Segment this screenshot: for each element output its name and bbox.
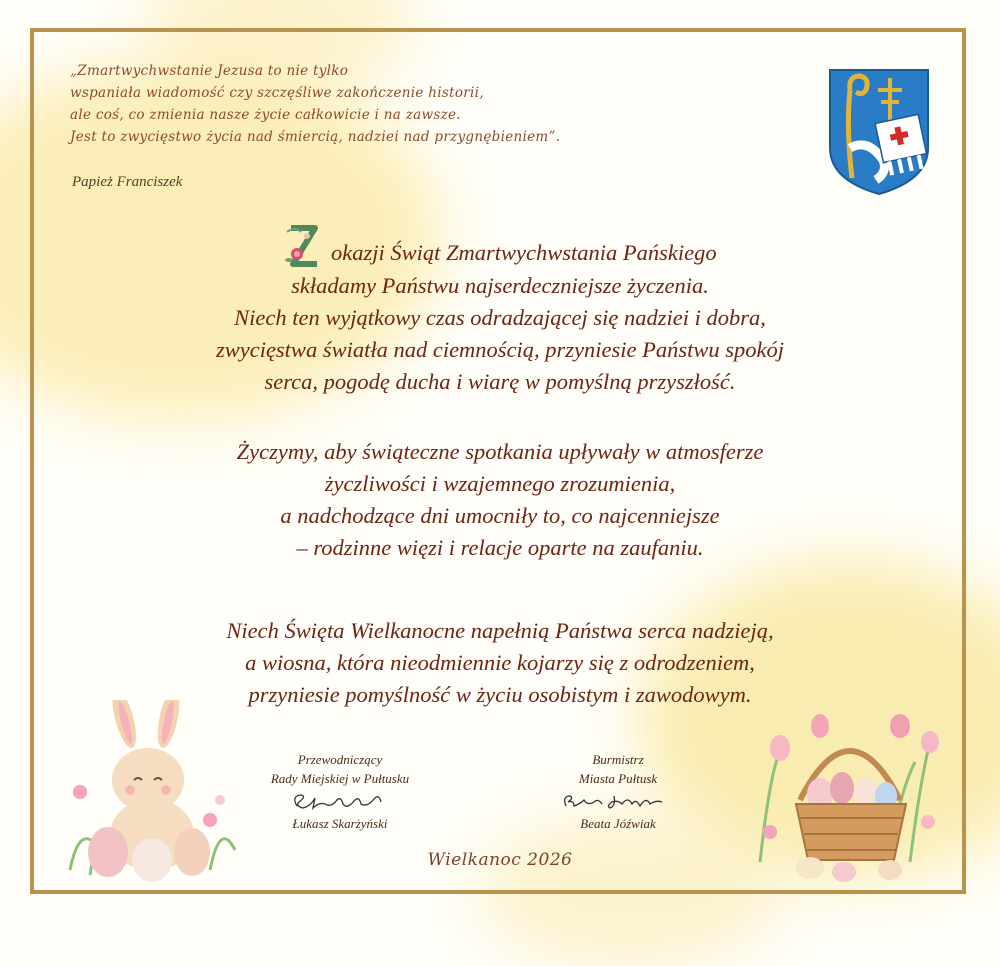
signatory-title: Miasta Pułtusk xyxy=(578,771,658,786)
quote-line: „Zmartwychwstanie Jezusa to nie tylko xyxy=(70,63,349,79)
handwritten-signature-icon xyxy=(285,790,395,812)
floral-dropcap-icon xyxy=(283,224,321,270)
greeting-line: Niech ten wyjątkowy czas odradzającej się nadziei i dobra, xyxy=(234,305,766,330)
greeting-line: a wiosna, która nieodmiennie kojarzy się z odrodzeniem, xyxy=(245,650,755,675)
signature-block-right xyxy=(508,750,728,833)
quote-line: Jest to zwycięstwo życia nad śmiercią, nadziei nad przygnębieniem”. xyxy=(70,129,561,145)
signatory-title: Burmistrz xyxy=(592,752,644,767)
greeting-line: Życzymy, aby świąteczne spotkania upływały w atmosferze xyxy=(236,439,764,464)
greeting-line: składamy Państwu najserdeczniejsze życzenia. xyxy=(291,273,709,298)
greeting-paragraph-3 xyxy=(100,615,900,711)
footer-easter-date: Wielkanoc 2026 xyxy=(427,850,573,870)
signatory-name: Łukasz Skarżyński xyxy=(292,816,388,831)
greeting-line: serca, pogodę ducha i wiarę w pomyślną przyszłość. xyxy=(264,369,736,394)
handwritten-signature-icon xyxy=(558,790,678,812)
greeting-line: zwycięstwa światła nad ciemnością, przyniesie Państwu spokój xyxy=(215,337,785,362)
greeting-line: przyniesie pomyślność w życiu osobistym i zawodowym. xyxy=(248,682,752,707)
signatory-name: Beata Jóźwiak xyxy=(580,816,656,831)
greeting-line: a nadchodzące dni umocniły to, co najcenniejsze xyxy=(280,503,720,528)
coat-of-arms-icon xyxy=(828,68,930,196)
greeting-line: – rodzinne więzi i relacje oparte na zaufaniu. xyxy=(296,535,704,560)
greeting-paragraph-1 xyxy=(100,224,900,398)
signature-block-left xyxy=(230,750,450,833)
greeting-line: Niech Święta Wielkanocne napełnią Państwa serca nadzieją, xyxy=(226,618,774,643)
signatory-title: Rady Miejskiej w Pułtusku xyxy=(270,771,410,786)
easter-bunny-illustration-icon xyxy=(60,700,250,885)
signatory-title: Przewodniczący xyxy=(297,752,383,767)
pope-quote xyxy=(70,60,790,148)
greeting-first-line xyxy=(100,224,900,270)
easter-basket-illustration-icon xyxy=(740,712,950,884)
greeting-line: życzliwości i wzajemnego zrozumienia, xyxy=(324,471,676,496)
greeting-paragraph-2 xyxy=(100,436,900,564)
quote-author: Papież Franciszek xyxy=(72,174,183,190)
quote-line: ale coś, co zmienia nasze życie całkowicie i na zawsze. xyxy=(70,107,461,123)
quote-line: wspaniała wiadomość czy szczęśliwe zakończenie historii, xyxy=(70,85,484,101)
greeting-line: okazji Świąt Zmartwychwstania Pańskiego xyxy=(331,240,717,265)
